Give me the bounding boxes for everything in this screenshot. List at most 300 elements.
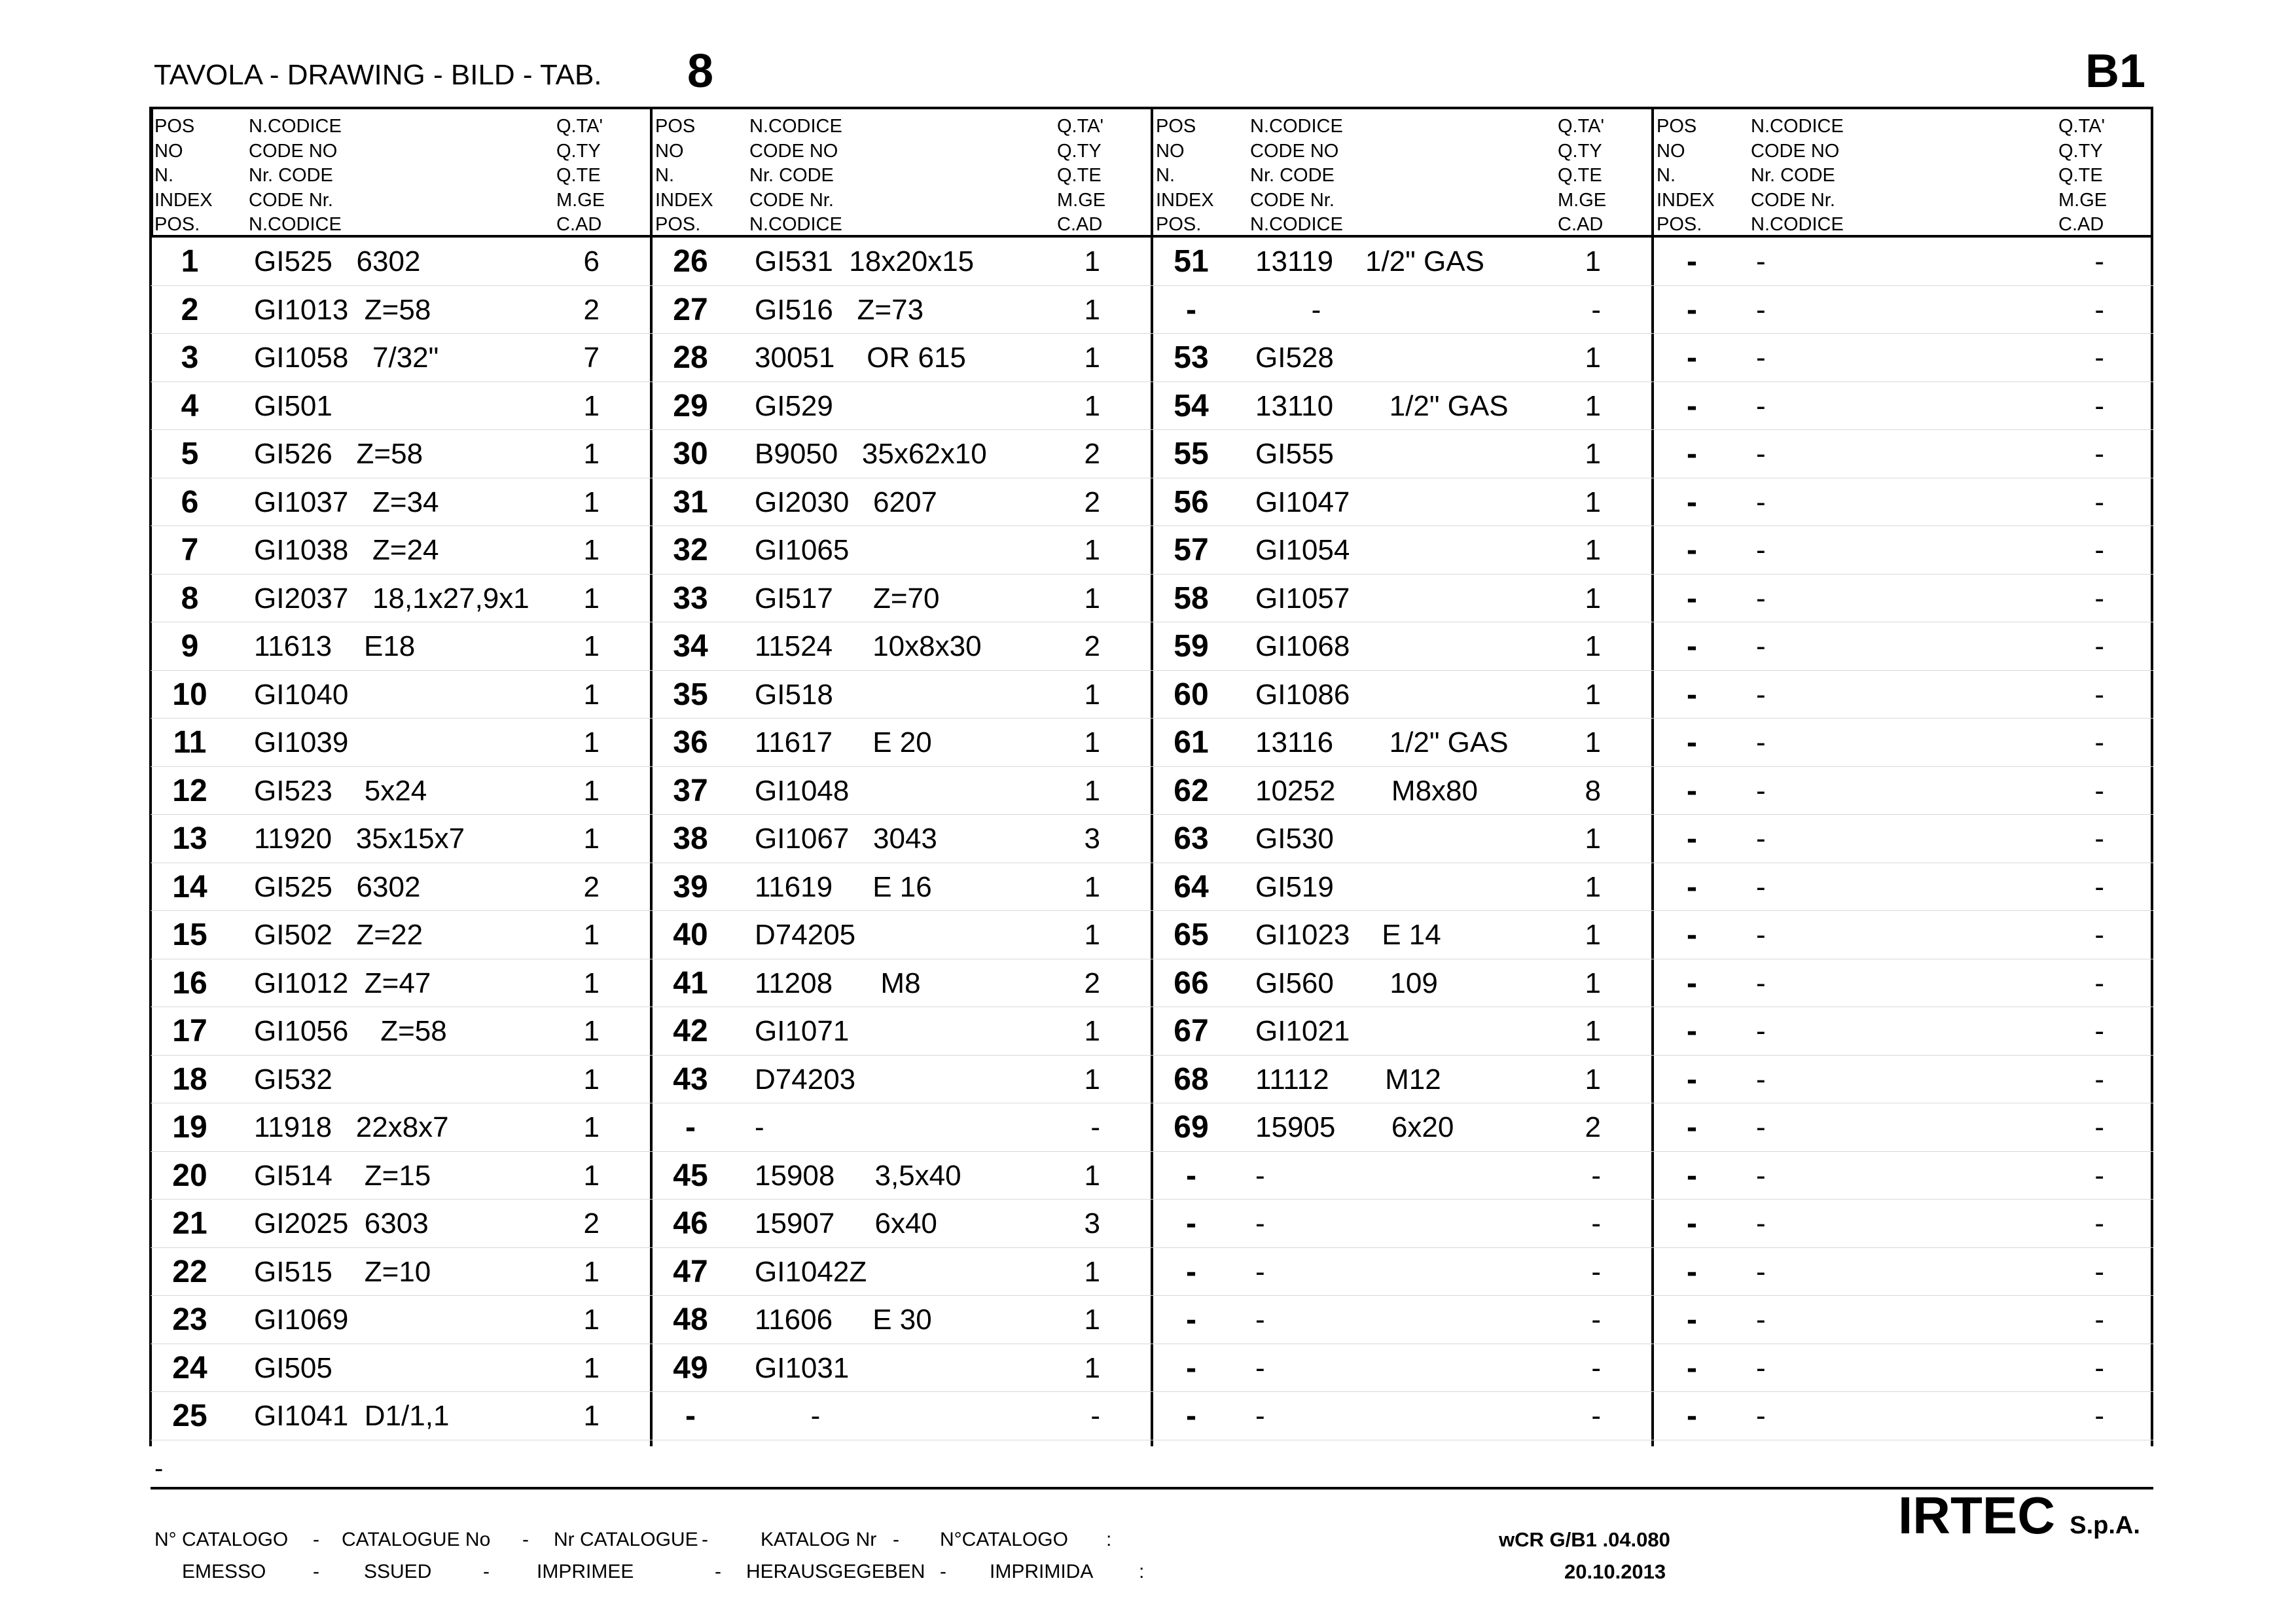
quantity: 2 [1585,1111,1601,1143]
part-code: GI502 Z=22 [254,919,423,951]
position-number: 61 [1174,725,1209,760]
position-number: - [685,1399,696,1433]
position-number: 51 [1174,244,1209,279]
header-label: INDEX [655,189,713,211]
issued-label: HERAUSGEGEBEN [746,1561,925,1582]
header-code-labels [249,115,342,238]
header-label: Q.TA' [556,116,603,137]
position-number: - [1687,821,1697,856]
quantity: - [1591,293,1601,326]
part-code: GI1054 [1255,534,1350,566]
header-code-labels [1751,115,1844,238]
quantity: - [2094,486,2104,518]
position-number: 45 [673,1158,708,1193]
position-number: 57 [1174,533,1209,567]
part-code: - [1255,1255,1265,1288]
table-row [151,815,2153,863]
part-code: - [1756,1159,1766,1192]
catalog-label: KATALOG Nr [761,1529,877,1550]
quantity: 1 [1585,438,1601,470]
part-code: GI1071 [755,1015,850,1047]
part-code: GI1037 Z=34 [254,486,439,518]
quantity: - [2094,919,2104,951]
position-number: - [1186,1399,1196,1433]
header-label: C.AD [2058,214,2104,235]
catalog-label: N° CATALOGO [154,1529,289,1550]
position-number: 8 [181,580,199,616]
quantity: - [1591,1351,1601,1384]
quantity: - [1090,1111,1100,1143]
position-number: 42 [673,1014,708,1048]
issued-label: IMPRIMEE [537,1561,634,1582]
quantity: 1 [583,630,600,662]
part-code: - [1255,1207,1265,1240]
position-number: 33 [673,580,708,616]
header-label: POS [655,116,696,137]
position-number: 67 [1174,1014,1209,1048]
part-code: GI529 [755,389,833,422]
header-label: C.AD [1057,214,1103,235]
position-number: 15 [172,918,207,952]
part-code: - [1756,919,1766,951]
header-label: INDEX [1657,189,1715,211]
position-number: 64 [1174,869,1209,904]
position-number: - [1687,773,1697,808]
part-code: - [1756,967,1766,999]
part-code: GI1042Z [755,1255,867,1288]
position-number: - [1186,1350,1196,1385]
quantity: 1 [1084,774,1100,807]
position-number: 49 [673,1350,708,1385]
part-code: 11613 E18 [254,630,416,662]
header-pos-labels [655,115,713,238]
part-code: - [1756,774,1766,807]
quantity: - [1090,1400,1100,1432]
position-number: 53 [1174,340,1209,375]
header-label: POS. [154,214,200,235]
position-number: 2 [181,292,199,327]
quantity: 1 [1585,823,1601,855]
quantity: 1 [583,534,600,566]
header-label: Nr. CODE [1751,165,1835,186]
quantity: 2 [1084,630,1100,662]
quantity: - [1591,1207,1601,1240]
quantity: - [2094,389,2104,422]
part-code: GI525 6302 [254,870,421,903]
position-number: - [1687,1350,1697,1385]
part-code: 15905 6x20 [1255,1111,1454,1143]
part-code: GI1021 [1255,1015,1350,1047]
quantity: 1 [1084,870,1100,903]
header-label: Nr. CODE [1250,165,1335,186]
position-number: - [1687,533,1697,567]
catalog-label: - [522,1529,529,1550]
quantity: - [1591,1159,1601,1192]
quantity: 1 [1585,919,1601,951]
quantity: 1 [583,1015,600,1047]
position-number: 38 [673,821,708,856]
catalog-label: CATALOGUE No [342,1529,491,1550]
issued-label: IMPRIMIDA [990,1561,1094,1582]
header-label: CODE NO [749,140,838,162]
part-code: GI2025 6303 [254,1207,429,1240]
header-label: M.GE [1057,189,1106,211]
quantity: 3 [1084,823,1100,855]
part-code: 11606 E 30 [755,1304,932,1336]
header-label: Q.TY [2058,140,2103,162]
part-code: - [1756,245,1766,277]
part-code: - [1756,1255,1766,1288]
part-code: - [1756,1351,1766,1384]
position-number: - [1687,388,1697,423]
part-code: - [1255,1304,1265,1336]
header-label: Q.TE [1057,165,1102,186]
table-row [151,1344,2153,1393]
position-number: 37 [673,773,708,808]
catalog-label: - [313,1529,319,1550]
part-code: GI518 [755,678,833,711]
quantity: 2 [1084,438,1100,470]
position-number: 7 [181,533,199,567]
quantity: - [2094,1159,2104,1192]
quantity: - [1591,1400,1601,1432]
part-code: GI1047 [1255,486,1350,518]
position-number: 55 [1174,437,1209,471]
part-code: GI1065 [755,534,850,566]
part-code: GI501 [254,389,332,422]
position-number: 25 [172,1399,207,1433]
quantity: 1 [583,1255,600,1288]
header-label: Q.TA' [1057,116,1104,137]
quantity: 1 [1084,1015,1100,1047]
part-code: - [755,1111,764,1143]
part-code: GI532 [254,1063,332,1096]
table-row [151,1200,2153,1248]
quantity: 1 [1084,726,1100,758]
table-row [151,911,2153,959]
part-code: - [1756,1015,1766,1047]
header-label: NO [154,140,183,162]
table-row [151,334,2153,382]
quantity: 2 [1084,967,1100,999]
quantity: - [2094,245,2104,277]
header-label: NO [1156,140,1185,162]
position-number: 68 [1174,1061,1209,1097]
part-code: GI526 Z=58 [254,438,423,470]
part-code: 13119 1/2" GAS [1255,245,1484,277]
issued-label: : [1139,1561,1145,1582]
quantity: - [1591,1304,1601,1336]
part-code: GI1067 3043 [755,823,937,855]
header-qty-labels [2058,115,2107,238]
position-number: - [1687,1399,1697,1433]
position-number: 28 [673,340,708,375]
position-number: 10 [172,677,207,712]
position-number: 12 [172,773,207,808]
position-number: 1 [181,244,199,279]
position-number: - [1687,340,1697,375]
quantity: 1 [1084,245,1100,277]
quantity: 1 [1585,342,1601,374]
part-code: - [1255,1351,1265,1384]
catalog-label: - [702,1529,708,1550]
catalog-label: : [1106,1529,1112,1550]
part-code: GI1058 7/32" [254,342,439,374]
position-number: - [1186,1254,1196,1289]
part-code: GI1068 [1255,630,1350,662]
part-code: 11208 M8 [755,967,921,999]
quantity: 1 [583,582,600,615]
quantity: - [2094,534,2104,566]
header-label: N.CODICE [1250,214,1343,235]
part-code: GI1040 [254,678,349,711]
header-pos-labels [1657,115,1715,238]
header-qty-labels [1057,115,1105,238]
quantity: - [2094,774,2104,807]
position-number: 13 [172,821,207,856]
quantity: 1 [1585,967,1601,999]
quantity: 1 [1585,630,1601,662]
quantity: 1 [1585,1063,1601,1096]
position-number: 36 [673,725,708,760]
part-code: - [1756,438,1766,470]
part-code: GI525 6302 [254,245,421,277]
part-code: - [1756,678,1766,711]
quantity: - [2094,726,2104,758]
position-number: 56 [1174,484,1209,520]
quantity: 1 [583,1111,600,1143]
position-number: 9 [181,629,199,664]
part-code: - [1756,486,1766,518]
quantity: 1 [583,486,600,518]
position-number: 39 [673,869,708,904]
position-number: 11 [173,725,207,760]
header-label: POS. [1156,214,1202,235]
quantity: - [2094,1111,2104,1143]
quantity: 1 [583,1304,600,1336]
part-code: GI517 Z=70 [755,582,940,615]
position-number: - [1186,1206,1196,1241]
header-label: N.CODICE [1751,116,1844,137]
issued-label: SSUED [364,1561,432,1582]
quantity: 1 [1585,534,1601,566]
header-pos-labels [1156,115,1214,238]
position-number: 47 [673,1254,708,1289]
part-code: B9050 35x62x10 [755,438,987,470]
quantity: 1 [583,1400,600,1432]
position-number: 69 [1174,1110,1209,1145]
quantity: 1 [583,774,600,807]
part-code: 30051 OR 615 [755,342,966,374]
part-code: 11619 E 16 [755,870,932,903]
header-label: Q.TY [556,140,601,162]
part-code: - [1756,582,1766,615]
quantity: - [2094,1400,2104,1432]
quantity: 1 [1585,582,1601,615]
table-row [151,719,2153,767]
part-code: - [1756,1400,1766,1432]
part-code: GI560 109 [1255,967,1438,999]
table-row [151,959,2153,1008]
group-code: B1 [2085,45,2145,98]
quantity: - [2094,342,2104,374]
table-row [151,1152,2153,1200]
part-code: GI1069 [254,1304,349,1336]
quantity: 1 [583,823,600,855]
header-label: CODE Nr. [749,189,834,211]
part-code: - [1756,293,1766,326]
table-row [151,430,2153,478]
position-number: - [1687,1254,1697,1289]
issue-date: 20.10.2013 [1564,1560,1666,1583]
quantity: 1 [1585,726,1601,758]
quantity: 1 [1084,1351,1100,1384]
position-number: 19 [172,1110,207,1145]
quantity: - [2094,630,2104,662]
drawing-title: TAVOLA - DRAWING - BILD - TAB. [154,59,602,91]
header-label: N.CODICE [249,116,342,137]
header-label: CODE NO [1751,140,1840,162]
part-code: GI1039 [254,726,349,758]
position-number: 6 [181,484,199,520]
part-code: GI1057 [1255,582,1350,615]
quantity: 1 [1084,582,1100,615]
quantity: 1 [1084,1255,1100,1288]
header-label: NO [1657,140,1685,162]
quantity: - [2094,870,2104,903]
part-code: GI505 [254,1351,332,1384]
part-code: GI1048 [755,774,850,807]
catalog-label: N°CATALOGO [940,1529,1068,1550]
position-number: - [1687,918,1697,952]
header-label: M.GE [1558,189,1607,211]
header-label: N. [154,165,173,186]
position-number: 30 [673,437,708,471]
header-label: N.CODICE [1250,116,1343,137]
quantity: 1 [1084,389,1100,422]
part-code: GI2030 6207 [755,486,937,518]
part-code: - [1756,726,1766,758]
quantity: 2 [583,293,600,326]
quantity: 1 [1084,534,1100,566]
quantity: 1 [583,438,600,470]
table-row [151,1392,2153,1440]
position-number: 20 [172,1158,207,1193]
catalog-label: Nr CATALOGUE [554,1529,698,1550]
part-code: GI516 Z=73 [755,293,924,326]
quantity: - [2094,678,2104,711]
quantity: 2 [1084,486,1100,518]
parts-table [151,107,2153,1446]
part-code: - [755,1400,821,1432]
part-code: - [1756,534,1766,566]
header-label: N.CODICE [749,214,842,235]
header-label: INDEX [154,189,213,211]
part-code: GI1038 Z=24 [254,534,439,566]
header-label: Q.TA' [2058,116,2106,137]
quantity: 1 [1585,678,1601,711]
header-label: NO [655,140,684,162]
part-code: GI2037 18,1x27,9x1 [254,582,529,615]
quantity: 1 [1585,870,1601,903]
table-row [151,1296,2153,1344]
position-number: 59 [1174,629,1209,664]
position-number: - [1687,1158,1697,1193]
part-code: 11920 35x15x7 [254,823,465,855]
quantity: - [2094,1063,2104,1096]
table-row [151,1103,2153,1152]
quantity: - [2094,1207,2104,1240]
position-number: 58 [1174,580,1209,616]
position-number: - [1687,437,1697,471]
quantity: - [2094,823,2104,855]
part-code: - [1756,1111,1766,1143]
header-label: Nr. CODE [249,165,333,186]
quantity: 1 [583,726,600,758]
position-number: - [1687,1061,1697,1097]
position-number: 62 [1174,773,1209,808]
part-code: GI1023 E 14 [1255,919,1441,951]
quantity: - [2094,1015,2104,1047]
position-number: - [1687,1110,1697,1145]
position-number: 24 [172,1350,207,1385]
quantity: 1 [1084,342,1100,374]
part-code: - [1756,630,1766,662]
quantity: 1 [583,678,600,711]
position-number: 3 [181,340,199,375]
position-number: 17 [172,1014,207,1048]
part-code: - [1756,342,1766,374]
position-number: - [1687,580,1697,616]
quantity: 1 [1084,293,1100,326]
header-label: N.CODICE [749,116,842,137]
part-code: D74203 [755,1063,856,1096]
position-number: 48 [673,1302,708,1337]
table-row [151,575,2153,623]
position-number: - [1687,244,1697,279]
quantity: 6 [583,245,600,277]
part-code: - [1255,1159,1265,1192]
position-number: 16 [172,965,207,1001]
quantity: - [2094,582,2104,615]
position-number: - [1687,629,1697,664]
position-number: 34 [673,629,708,664]
table-row [151,1056,2153,1104]
quantity: 1 [583,967,600,999]
quantity: 1 [1585,1015,1601,1047]
part-code: GI1031 [755,1351,850,1384]
part-code: 11112 M12 [1255,1063,1441,1096]
quantity: 1 [1084,1063,1100,1096]
position-number: - [1687,1014,1697,1048]
table-row [151,526,2153,575]
quantity: - [2094,438,2104,470]
part-code: GI1013 Z=58 [254,293,431,326]
position-number: 21 [172,1206,207,1241]
position-number: - [1186,1158,1196,1193]
header-label: CODE Nr. [1250,189,1335,211]
header-label: POS [1657,116,1697,137]
quantity: - [2094,1304,2104,1336]
position-number: - [1687,677,1697,712]
table-row [151,671,2153,719]
table-row [151,382,2153,431]
position-number: - [1186,1302,1196,1337]
position-number: 32 [673,533,708,567]
part-code: - [1255,1400,1265,1432]
quantity: 2 [583,1207,600,1240]
quantity: - [2094,293,2104,326]
